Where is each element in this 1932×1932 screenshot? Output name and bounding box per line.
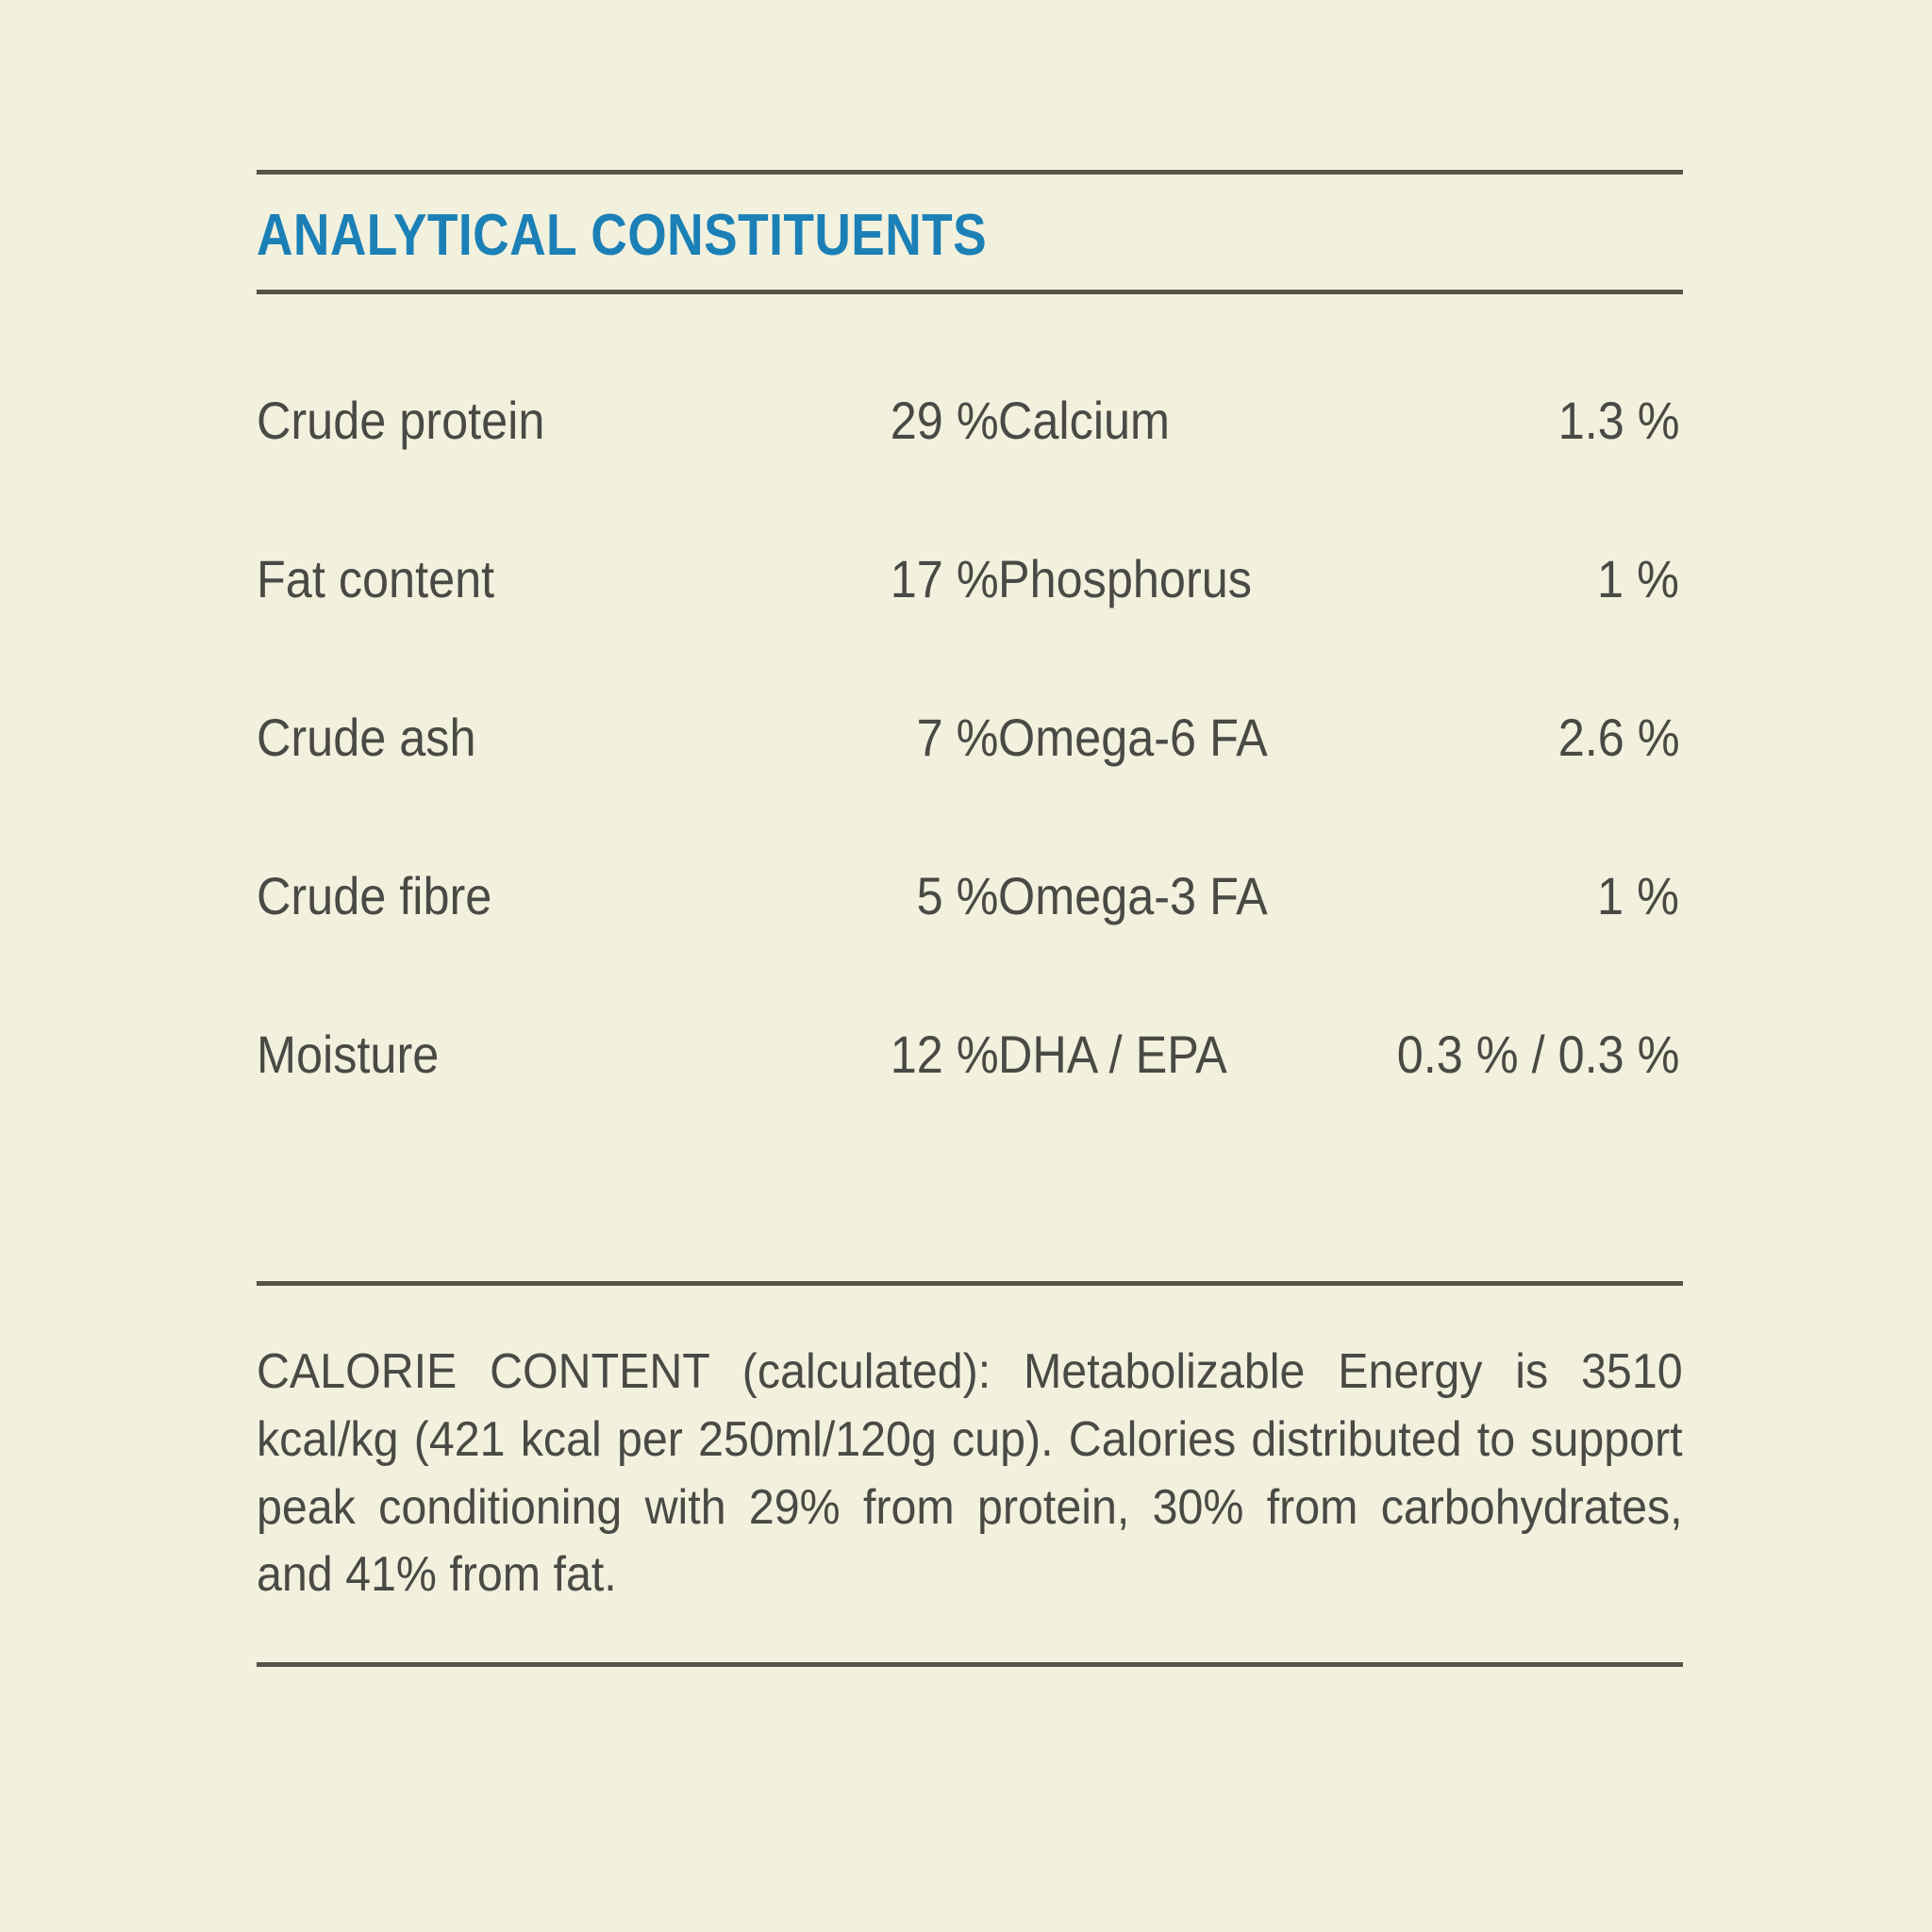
- nutrient-label: Moisture: [257, 1024, 440, 1084]
- analytical-constituents-panel: [257, 170, 1683, 1667]
- constituent-cell: [998, 549, 1683, 608]
- page-title: ANALYTICAL CONSTITUENTS: [257, 203, 988, 268]
- divider-under-heading: [257, 290, 1683, 294]
- table-row: [257, 708, 1683, 870]
- nutrient-value: 1 %: [1597, 866, 1680, 925]
- constituents-table: [257, 391, 1683, 1187]
- nutrient-value: 12 %: [890, 1024, 999, 1084]
- table-row: [257, 1024, 1683, 1187]
- calorie-content-block: [257, 1286, 1683, 1662]
- constituent-cell: [998, 391, 1683, 450]
- nutrient-value: 2.6 %: [1557, 708, 1680, 767]
- constituent-cell: [257, 708, 999, 767]
- nutrient-label: Crude fibre: [257, 866, 492, 925]
- nutrient-value: 29 %: [890, 391, 999, 450]
- constituent-cell: [998, 866, 1683, 925]
- nutrient-value: 7 %: [916, 708, 999, 767]
- constituent-cell: [998, 1024, 1683, 1084]
- constituent-cell: [257, 549, 999, 608]
- nutrient-label: DHA / EPA: [998, 1024, 1227, 1084]
- nutrient-value: 5 %: [916, 866, 999, 925]
- table-row: [257, 391, 1683, 553]
- constituent-cell: [998, 708, 1683, 767]
- table-row: [257, 549, 1683, 711]
- nutrient-label: Crude ash: [257, 708, 476, 767]
- constituent-cell: [257, 391, 999, 450]
- section-heading-block: [257, 175, 1683, 290]
- nutrient-value: 1 %: [1597, 549, 1680, 608]
- table-row: [257, 866, 1683, 1028]
- divider-bottom: [257, 1662, 1683, 1667]
- nutrient-label: Omega-6 FA: [998, 708, 1268, 767]
- nutrient-label: Crude protein: [257, 391, 545, 450]
- calorie-content-text: CALORIE CONTENT (calculated): Metabolizable Energy is 3510 kcal/kg (421 kcal per 250ml/120g cup). Calories distributed to support peak conditioning with 29% from protein, 30% from carbohydrates, and 41% from fat.: [257, 1344, 1683, 1603]
- nutrient-value: 17 %: [890, 549, 999, 608]
- nutrient-label: Phosphorus: [998, 549, 1253, 608]
- nutrient-value: 1.3 %: [1557, 391, 1680, 450]
- constituent-cell: [257, 866, 999, 925]
- nutrient-label: Calcium: [998, 391, 1171, 450]
- nutrient-value: 0.3 % / 0.3 %: [1396, 1024, 1680, 1084]
- nutrient-label: Omega-3 FA: [998, 866, 1268, 925]
- constituent-cell: [257, 1024, 999, 1084]
- nutrient-label: Fat content: [257, 549, 495, 608]
